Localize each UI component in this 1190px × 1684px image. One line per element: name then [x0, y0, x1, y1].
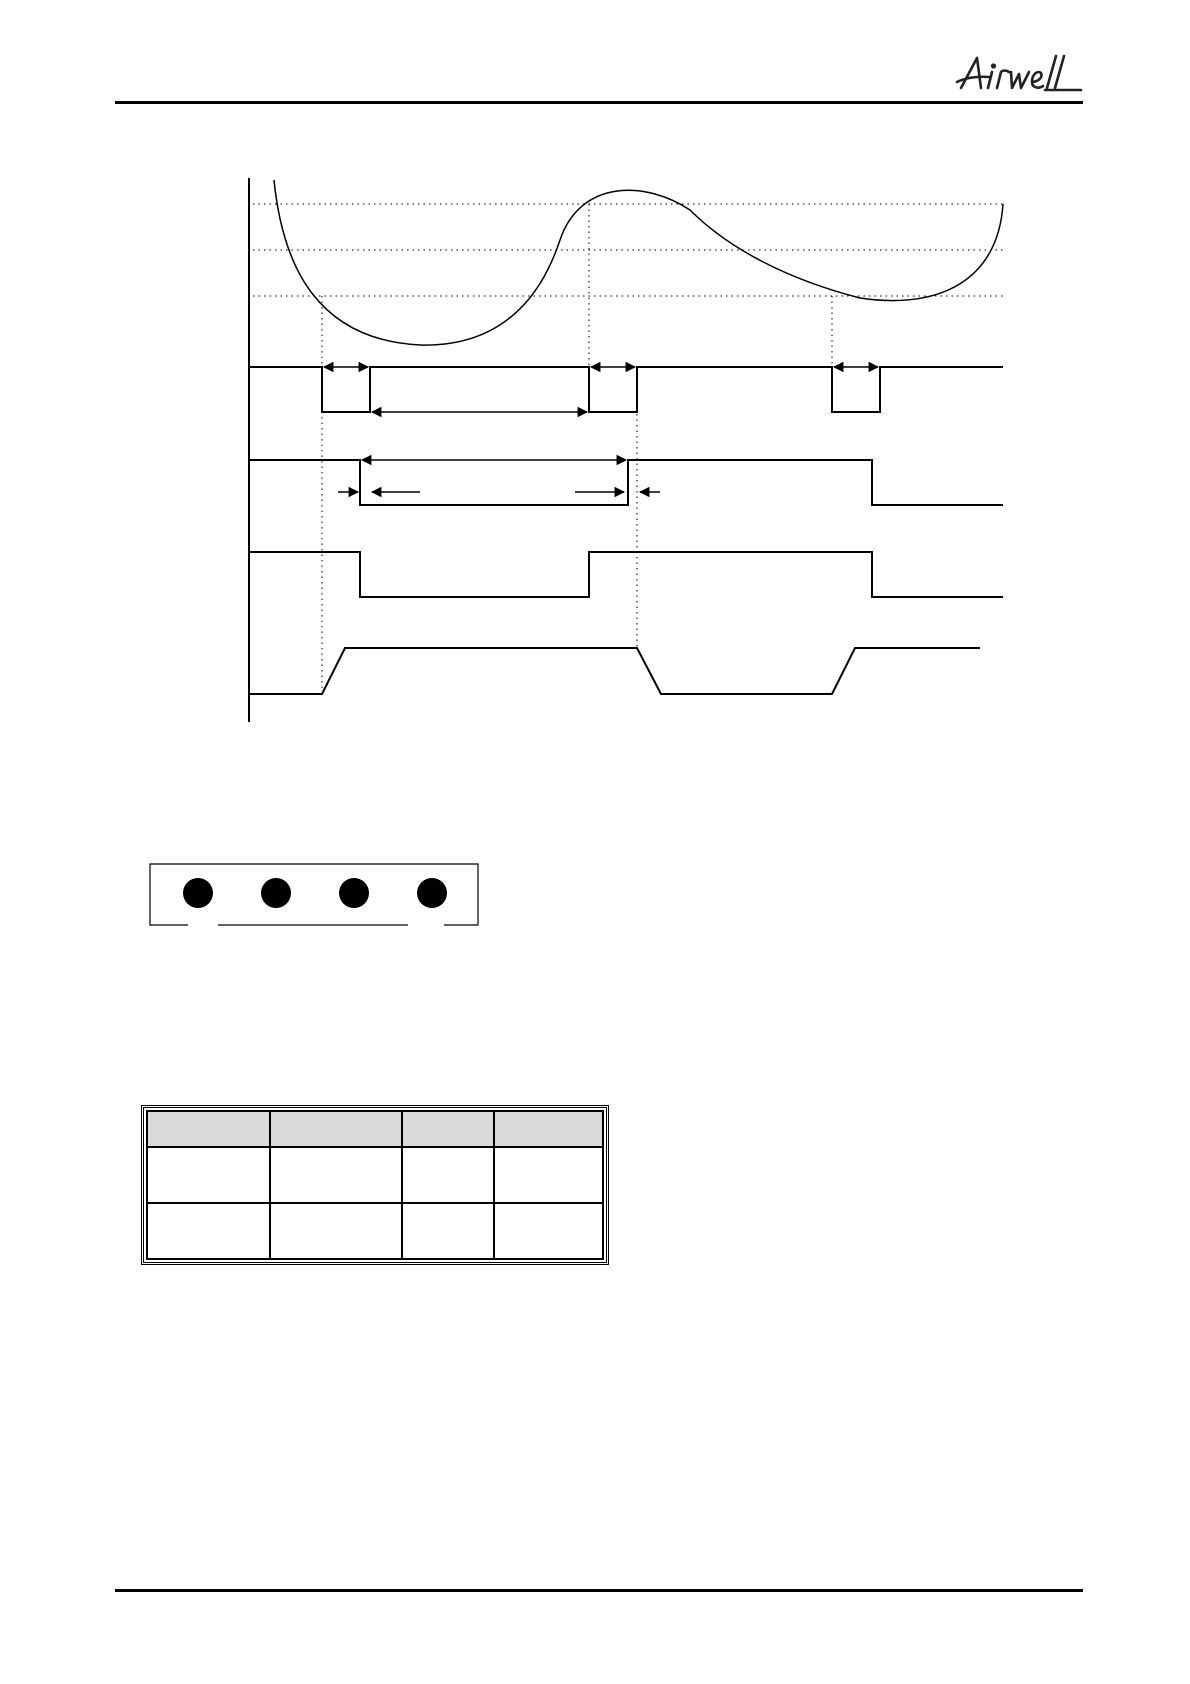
- connector-pin-2: [261, 878, 291, 908]
- pulse-train: [249, 367, 1003, 412]
- table-cell: [402, 1147, 493, 1203]
- connector-diagram: [148, 862, 480, 928]
- threshold-lines: [253, 204, 1003, 296]
- timing-diagram: [240, 170, 1010, 730]
- footer-rule: [115, 1589, 1083, 1592]
- table-row: [147, 1147, 603, 1203]
- table-cell: [270, 1203, 402, 1259]
- window-signal: [249, 460, 1003, 505]
- table-cell: [402, 1203, 493, 1259]
- table-cell: [147, 1147, 270, 1203]
- guide-lines: [322, 204, 832, 690]
- table-header-row: [147, 1111, 603, 1147]
- connector-pin-1: [183, 878, 213, 908]
- table-row: [147, 1203, 603, 1259]
- table-header-cell: [270, 1111, 402, 1147]
- table-header-cell: [494, 1111, 603, 1147]
- spec-table: [141, 1105, 609, 1265]
- table-header-cell: [147, 1111, 270, 1147]
- table-cell: [147, 1203, 270, 1259]
- logo-text: [955, 52, 1085, 94]
- pulse-arrows: [324, 367, 878, 412]
- header-rule: [115, 101, 1083, 104]
- step-signal: [249, 552, 1003, 597]
- table-header-cell: [402, 1111, 493, 1147]
- temperature-curve: [274, 180, 1003, 345]
- ramp-signal: [249, 648, 980, 694]
- table-cell: [494, 1147, 603, 1203]
- table-cell: [270, 1147, 402, 1203]
- window-arrows: [338, 460, 660, 492]
- airwell-logo: [955, 52, 1085, 94]
- table-cell: [494, 1203, 603, 1259]
- connector-pin-4: [417, 878, 447, 908]
- connector-pin-3: [339, 878, 369, 908]
